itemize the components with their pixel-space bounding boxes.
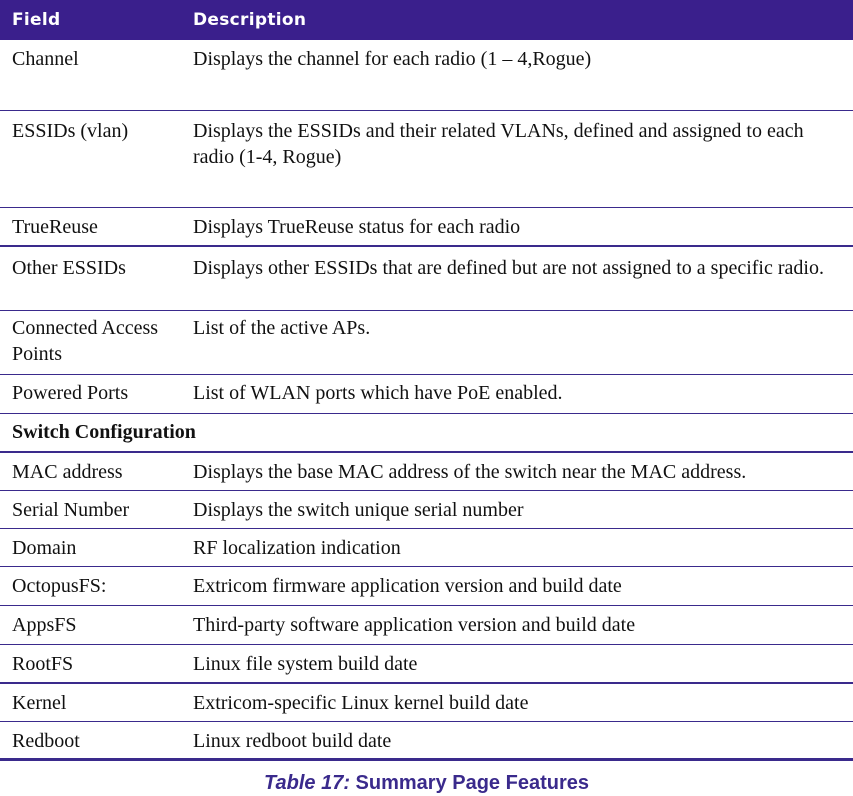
header-field: Field [12,10,61,30]
field-cell: Serial Number [12,499,130,521]
field-cell: Domain [12,537,77,559]
description-cell: Extricom firmware application version and build date [193,575,622,597]
section-switch-configuration: Switch Configuration [0,414,853,453]
caption-number: Table 17: [264,772,350,794]
description-cell: Displays other ESSIDs that are defined but are not assigned to a specific radio. [193,257,824,279]
header-description: Description [193,10,307,30]
table-row [0,491,853,529]
description-cell: List of WLAN ports which have PoE enabled. [193,382,563,404]
description-cell: Linux file system build date [193,653,418,675]
description-cell: Displays the channel for each radio (1 – 4,Rogue) [193,48,592,70]
table-header [0,0,853,40]
table-row [0,529,853,567]
table-row [0,684,853,722]
table-row [0,567,853,606]
table-row [0,722,853,761]
description-cell: Displays the ESSIDs and their related VLANs, defined and assigned to each radio (1-4, Rogue) [193,120,804,168]
description-cell: Linux redboot build date [193,730,392,752]
field-cell: Kernel [12,692,67,714]
field-cell: RootFS [12,653,74,675]
table-row [0,375,853,414]
caption-title: Summary Page Features [355,772,589,794]
description-cell: List of the active APs. [193,317,371,339]
table-caption [0,772,853,795]
description-cell: Displays TrueReuse status for each radio [193,216,521,238]
table-row [0,247,853,311]
field-cell: OctopusFS: [12,575,107,597]
table-row [0,111,853,208]
field-cell: TrueReuse [12,216,98,238]
description-cell: Displays the base MAC address of the switch near the MAC address. [193,461,747,483]
table-row [0,40,853,111]
field-cell: Other ESSIDs [12,257,126,279]
field-cell: Redboot [12,730,80,752]
field-cell: MAC address [12,461,123,483]
table-row [0,606,853,645]
field-cell: Powered Ports [12,382,129,404]
description-cell: Displays the switch unique serial number [193,499,524,521]
description-cell: Third-party software application version and build date [193,614,636,636]
field-cell: AppsFS [12,614,77,636]
table-row [0,453,853,491]
table-row [0,311,853,375]
field-cell: ESSIDs (vlan) [12,120,129,142]
description-cell: RF localization indication [193,537,401,559]
description-cell: Extricom-specific Linux kernel build date [193,692,529,714]
field-cell: Connected Access Points [12,317,159,365]
table-row [0,208,853,247]
table-row [0,645,853,684]
field-cell: Channel [12,48,79,70]
